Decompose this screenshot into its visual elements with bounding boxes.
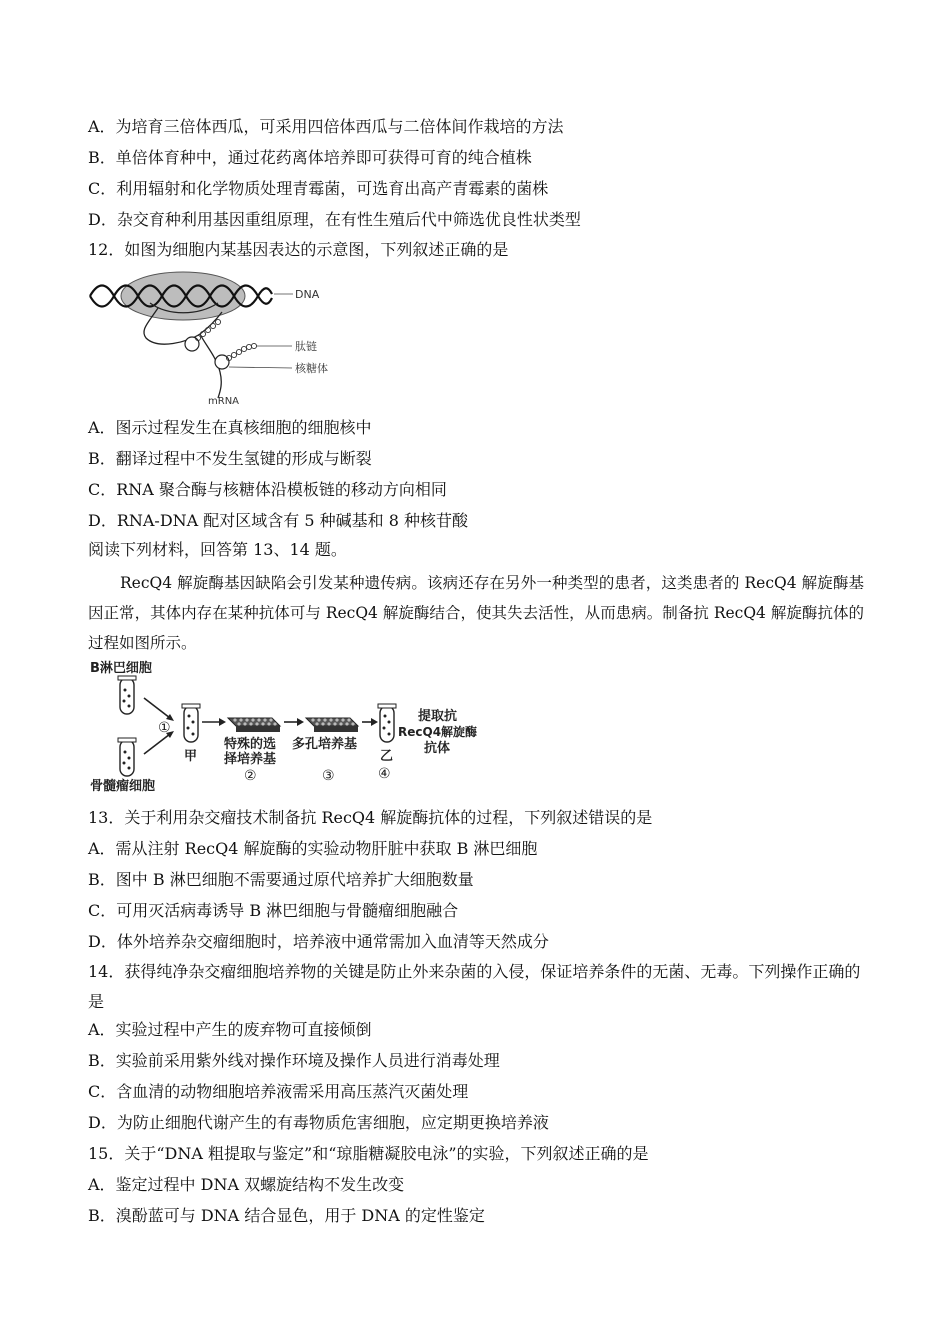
peptide-chain-1 bbox=[195, 319, 220, 340]
q13-option-b: B．图中 B 淋巴细胞不需要通过原代培养扩大细胞数量 bbox=[88, 870, 474, 889]
reading-passage: RecQ4 解旋酶基因缺陷会引发某种遗传病。该病还存在另外一种类型的患者，这类患者的 RecQ4 解旋酶基因正常，其体内存在某种抗体可与 RecQ4 解旋酶结合，使其失去活性，从而患病。制备抗 RecQ4 解旋酶抗体的过程如图所示。 bbox=[88, 574, 864, 652]
q11-option-a: A．为培育三倍体西瓜，可采用四倍体西瓜与二倍体间作栽培的方法 bbox=[88, 117, 564, 136]
q14-option-a: A．实验过程中产生的废弃物可直接倾倒 bbox=[88, 1020, 372, 1039]
antibody-preparation-diagram bbox=[88, 656, 508, 796]
reading-intro: 阅读下列材料，回答第 13、14 题。 bbox=[88, 540, 347, 559]
q13-stem: 13．关于利用杂交瘤技术制备抗 RecQ4 解旋酶抗体的过程，下列叙述错误的是 bbox=[88, 808, 653, 827]
q12-option-d: D．RNA-DNA 配对区域含有 5 种碱基和 8 种核苷酸 bbox=[88, 511, 469, 530]
label-ribosome: 核糖体 bbox=[295, 362, 328, 375]
q14-option-c: C．含血清的动物细胞培养液需采用高压蒸汽灭菌处理 bbox=[88, 1082, 469, 1101]
label-jia: 甲 bbox=[184, 749, 198, 764]
tube-jia bbox=[182, 704, 200, 742]
gene-expression-diagram bbox=[88, 268, 348, 408]
label-multiwell: 多孔培养基 bbox=[292, 737, 358, 752]
q12-option-b: B．翻译过程中不发生氢键的形成与断裂 bbox=[88, 449, 372, 468]
label-step4: ④ bbox=[378, 766, 391, 782]
ribosome-1 bbox=[185, 337, 199, 351]
q14-option-d: D．为防止细胞代谢产生的有毒物质危害细胞，应定期更换培养液 bbox=[88, 1113, 549, 1132]
label-step3: ③ bbox=[322, 768, 335, 784]
q11-option-d: D．杂交育种利用基因重组原理，在有性生殖后代中筛选优良性状类型 bbox=[88, 210, 581, 229]
label-myeloma: 骨髓瘤细胞 bbox=[90, 779, 156, 794]
ribosome-leader bbox=[229, 367, 292, 368]
tube-yi bbox=[378, 704, 396, 742]
q15-option-b: B．溴酚蓝可与 DNA 结合显色，用于 DNA 的定性鉴定 bbox=[88, 1206, 485, 1225]
label-b-cell: B淋巴细胞 bbox=[90, 661, 152, 676]
q13-option-d: D．体外培养杂交瘤细胞时，培养液中通常需加入血清等天然成分 bbox=[88, 932, 549, 951]
label-dna: DNA bbox=[295, 288, 320, 301]
q15-option-a: A．鉴定过程中 DNA 双螺旋结构不发生改变 bbox=[88, 1175, 405, 1194]
label-peptide: 肽链 bbox=[295, 340, 317, 353]
label-yi: 乙 bbox=[380, 749, 394, 764]
arrow-myeloma bbox=[144, 734, 170, 754]
q14-option-b: B．实验前采用紫外线对操作环境及操作人员进行消毒处理 bbox=[88, 1051, 500, 1070]
q11-option-b: B．单倍体育种中，通过花药离体培养即可获得可育的纯合植株 bbox=[88, 148, 532, 167]
q15-stem: 15．关于“DNA 粗提取与鉴定”和“琼脂糖凝胶电泳”的实验，下列叙述正确的是 bbox=[88, 1144, 649, 1163]
label-selective-2: 择培养基 bbox=[224, 752, 277, 767]
q12-stem: 12．如图为细胞内某基因表达的示意图，下列叙述正确的是 bbox=[88, 240, 509, 259]
label-extract-3: 抗体 bbox=[424, 741, 451, 756]
tube-b-cell bbox=[118, 676, 136, 714]
q14-stem: 14．获得纯净杂交瘤细胞培养物的关键是防止外来杂菌的入侵，保证培养条件的无菌、无毒。下列操作正确的是 bbox=[88, 962, 861, 1011]
q13-option-c: C．可用灭活病毒诱导 B 淋巴细胞与骨髓瘤细胞融合 bbox=[88, 901, 459, 920]
multiwell-plate bbox=[306, 718, 358, 732]
label-extract-1: 提取抗 bbox=[418, 709, 458, 724]
label-selective-1: 特殊的选 bbox=[224, 737, 277, 752]
q13-option-a: A．需从注射 RecQ4 解旋酶的实验动物肝脏中获取 B 淋巴细胞 bbox=[88, 839, 538, 858]
q11-option-c: C．利用辐射和化学物质处理青霉菌，可选育出高产青霉素的菌株 bbox=[88, 179, 549, 198]
peptide-chain-2 bbox=[226, 343, 256, 360]
arrow-b-cell bbox=[144, 698, 170, 718]
q12-option-a: A．图示过程发生在真核细胞的细胞核中 bbox=[88, 418, 372, 437]
label-extract-2: RecQ4解旋酶 bbox=[398, 725, 478, 739]
label-step1: ① bbox=[158, 720, 171, 736]
tube-myeloma bbox=[118, 738, 136, 776]
q12-option-c: C．RNA 聚合酶与核糖体沿模板链的移动方向相同 bbox=[88, 480, 447, 499]
label-mrna: mRNA bbox=[208, 396, 240, 407]
selective-medium-plate bbox=[228, 718, 280, 732]
label-step2: ② bbox=[244, 768, 257, 784]
